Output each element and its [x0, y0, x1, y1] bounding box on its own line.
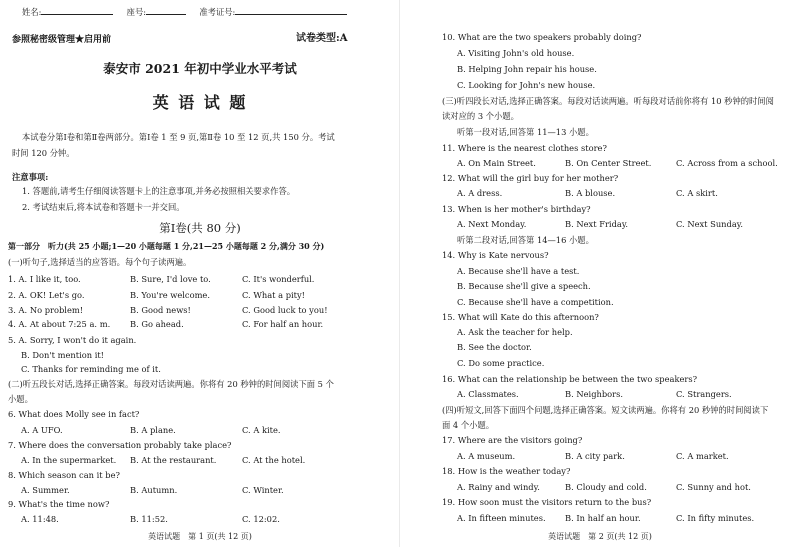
- subject-title: 英 语 试 题: [152, 93, 248, 112]
- dialogue-2-instruction: 听第二段对话,回答第 14—16 小题。: [457, 235, 594, 245]
- q18-option-a[interactable]: A. Rainy and windy.: [457, 482, 540, 492]
- ticket-label: 准考证号:: [199, 7, 236, 17]
- note-1: 1. 答题前,请考生仔细阅读答题卡上的注意事项,并务必按照相关要求作答。: [22, 186, 296, 196]
- q17-stem: 17. Where are the visitors going?: [442, 435, 583, 445]
- exam-title: 泰安市 2021 年初中学业水平考试: [103, 61, 297, 76]
- sub-section-1: (一)听句子,选择适当的应答语。每个句子读两遍。: [8, 257, 192, 267]
- q10-option-b[interactable]: B. Helping John repair his house.: [457, 64, 597, 74]
- q19-option-c[interactable]: C. In fifty minutes.: [676, 513, 755, 523]
- q16-option-a[interactable]: A. Classmates.: [457, 389, 519, 399]
- q6-option-b[interactable]: B. A plane.: [130, 425, 176, 435]
- page-1-footer: 英语试题 第 1 页(共 12 页): [148, 532, 252, 541]
- q10-option-c[interactable]: C. Looking for John's new house.: [457, 80, 596, 90]
- q16-option-b[interactable]: B. Neighbors.: [565, 389, 624, 399]
- q14-option-a[interactable]: A. Because she'll have a test.: [457, 266, 580, 276]
- q8-option-a[interactable]: A. Summer.: [21, 485, 70, 495]
- header-fields: [22, 5, 347, 18]
- q9-stem: 9. What's the time now?: [8, 499, 110, 509]
- ticket-blank[interactable]: [235, 5, 347, 15]
- q14-option-c[interactable]: C. Because she'll have a competition.: [457, 297, 614, 307]
- q10-option-a[interactable]: A. Visiting John's old house.: [457, 48, 575, 58]
- q8-option-c[interactable]: C. Winter.: [242, 485, 284, 495]
- q11-stem: 11. Where is the nearest clothes store?: [442, 143, 607, 153]
- q12-option-c[interactable]: C. A skirt.: [676, 188, 718, 198]
- q7-option-a[interactable]: A. In the supermarket.: [21, 455, 117, 465]
- q11-option-a[interactable]: A. On Main Street.: [457, 158, 536, 168]
- intro-line-2: 时间 120 分钟。: [12, 148, 75, 158]
- q1-option-c[interactable]: C. It's wonderful.: [242, 274, 315, 284]
- q13-stem: 13. When is her mother's birthday?: [442, 204, 591, 214]
- q9-option-c[interactable]: C. 12:02.: [242, 514, 280, 524]
- q6-option-c[interactable]: C. A kite.: [242, 425, 281, 435]
- sub-section-2-line-2: 小题。: [8, 394, 33, 404]
- q3-option-a[interactable]: 3. A. No problem!: [8, 305, 84, 315]
- q6-option-a[interactable]: A. A UFO.: [21, 425, 63, 435]
- q17-option-c[interactable]: C. A market.: [676, 451, 729, 461]
- q8-option-b[interactable]: B. Autumn.: [130, 485, 178, 495]
- q11-option-c[interactable]: C. Across from a school.: [676, 158, 778, 168]
- q15-option-b[interactable]: B. See the doctor.: [457, 342, 532, 352]
- q7-option-b[interactable]: B. At the restaurant.: [130, 455, 217, 465]
- q11-option-b[interactable]: B. On Center Street.: [565, 158, 652, 168]
- q7-stem: 7. Where does the conversation probably take place?: [8, 440, 232, 450]
- q10-stem: 10. What are the two speakers probably doing?: [442, 32, 642, 42]
- q8-stem: 8. Which season can it be?: [8, 470, 120, 480]
- sub-section-2-line-1: (二)听五段长对话,选择正确答案。每段对话读两遍。你将有 20 秒钟的时间阅读下面 5 个: [8, 379, 334, 389]
- q15-option-c[interactable]: C. Do some practice.: [457, 358, 545, 368]
- paper-type: 试卷类型:A: [296, 33, 348, 44]
- q1-option-b[interactable]: B. Sure, I'd love to.: [130, 274, 211, 284]
- q12-option-b[interactable]: B. A blouse.: [565, 188, 616, 198]
- name-blank[interactable]: [41, 5, 113, 15]
- q13-option-a[interactable]: A. Next Monday.: [457, 219, 527, 229]
- seat-blank[interactable]: [146, 5, 186, 15]
- q7-option-c[interactable]: C. At the hotel.: [242, 455, 306, 465]
- q16-stem: 16. What can the relationship be between the two speakers?: [442, 374, 698, 384]
- q12-stem: 12. What will the girl buy for her mother?: [442, 173, 619, 183]
- q19-stem: 19. How soon must the visitors return to the bus?: [442, 497, 652, 507]
- q3-option-c[interactable]: C. Good luck to you!: [242, 305, 328, 315]
- q2-option-b[interactable]: B. You're welcome.: [130, 290, 210, 300]
- q4-option-c[interactable]: C. For half an hour.: [242, 319, 324, 329]
- dialogue-1-instruction: 听第一段对话,回答第 11—13 小题。: [457, 127, 594, 137]
- q14-option-b[interactable]: B. Because she'll give a speech.: [457, 281, 591, 291]
- q13-option-b[interactable]: B. Next Friday.: [565, 219, 629, 229]
- q5-option-b[interactable]: B. Don't mention it!: [21, 350, 105, 360]
- q16-option-c[interactable]: C. Strangers.: [676, 389, 732, 399]
- intro-line-1: 本试卷分第Ⅰ卷和第Ⅱ卷两部分。第Ⅰ卷 1 至 9 页,第Ⅱ卷 10 至 12 页,共 150 分。考试: [22, 132, 335, 142]
- q15-stem: 15. What will Kate do this afternoon?: [442, 312, 599, 322]
- q5-option-a[interactable]: 5. A. Sorry, I won't do it again.: [8, 335, 137, 345]
- q4-option-b[interactable]: B. Go ahead.: [130, 319, 184, 329]
- name-label: 姓名:: [22, 7, 42, 17]
- q12-option-a[interactable]: A. A dress.: [457, 188, 503, 198]
- sub-section-3-line-2: 读对应的 3 个小题。: [442, 111, 519, 121]
- q1-option-a[interactable]: 1. A. I like it, too.: [8, 274, 81, 284]
- q14-stem: 14. Why is Kate nervous?: [442, 250, 549, 260]
- q9-option-a[interactable]: A. 11:48.: [21, 514, 59, 524]
- q18-stem: 18. How is the weather today?: [442, 466, 571, 476]
- q18-option-b[interactable]: B. Cloudy and cold.: [565, 482, 647, 492]
- sub-section-4-line-1: (四)听短文,回答下面四个问题,选择正确答案。短文读两遍。你将有 20 秒钟的时间阅读下: [442, 405, 769, 415]
- q3-option-b[interactable]: B. Good news!: [130, 305, 191, 315]
- q19-option-a[interactable]: A. In fifteen minutes.: [457, 513, 546, 523]
- sub-section-4-line-2: 面 4 个小题。: [442, 420, 495, 430]
- notes-title: 注意事项:: [12, 172, 49, 182]
- secret-mark: 参照秘密级管理★启用前: [12, 35, 112, 45]
- q6-stem: 6. What does Molly see in fact?: [8, 409, 140, 419]
- section-1-title: 第一部分 听力(共 25 小题;1—20 小题每题 1 分,21—25 小题每题 2 分,满分 30 分): [8, 241, 325, 251]
- q17-option-b[interactable]: B. A city park.: [565, 451, 625, 461]
- part-title: 第Ⅰ卷(共 80 分): [159, 221, 241, 235]
- q17-option-a[interactable]: A. A museum.: [457, 451, 516, 461]
- q4-option-a[interactable]: 4. A. At about 7:25 a. m.: [8, 319, 111, 329]
- q2-option-c[interactable]: C. What a pity!: [242, 290, 306, 300]
- note-2: 2. 考试结束后,将本试卷和答题卡一并交回。: [22, 202, 185, 212]
- q9-option-b[interactable]: B. 11:52.: [130, 514, 168, 524]
- page-2: [400, 0, 800, 547]
- q2-option-a[interactable]: 2. A. OK! Let's go.: [8, 290, 85, 300]
- q19-option-b[interactable]: B. In half an hour.: [565, 513, 641, 523]
- sub-section-3-line-1: (三)听四段长对话,选择正确答案。每段对话读两遍。听每段对话前你将有 10 秒钟的时间阅: [442, 96, 774, 106]
- q5-option-c[interactable]: C. Thanks for reminding me of it.: [21, 364, 161, 374]
- seat-label: 座号:: [126, 7, 147, 17]
- q15-option-a[interactable]: A. Ask the teacher for help.: [457, 327, 573, 337]
- q13-option-c[interactable]: C. Next Sunday.: [676, 219, 743, 229]
- page-2-footer: 英语试题 第 2 页(共 12 页): [548, 532, 652, 541]
- q18-option-c[interactable]: C. Sunny and hot.: [676, 482, 751, 492]
